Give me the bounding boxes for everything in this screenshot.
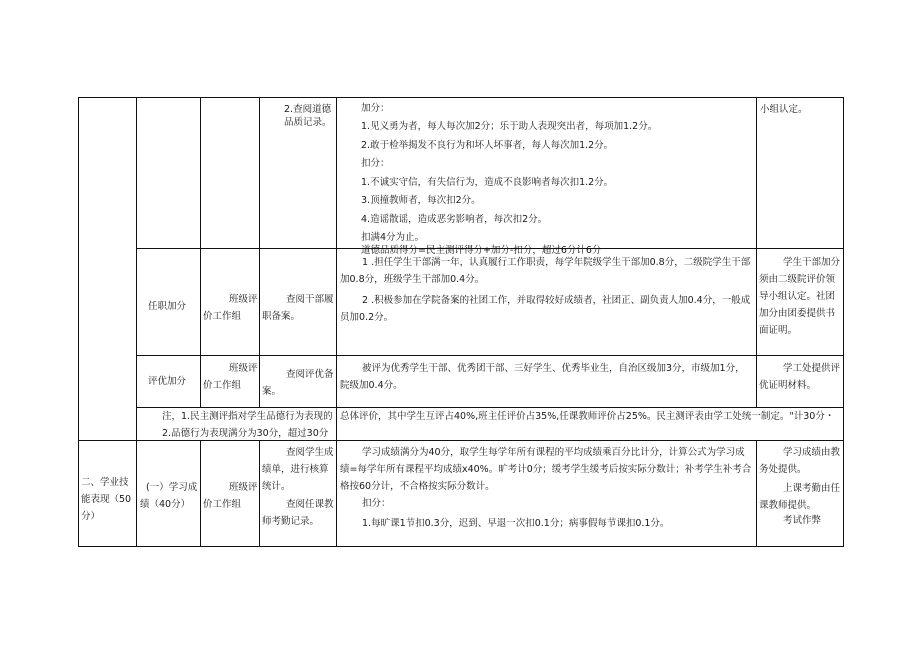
row5-evaluator: 班级评价工作组 [203, 482, 258, 510]
content-line: 3.顶撞教师者，每次扣2分。 [361, 195, 481, 206]
row1-method: 2.查阅道德品质记录。 [284, 104, 332, 128]
row3-note: 学工处提供评优证明材料。 [759, 363, 841, 391]
row5-content-1: 学习成绩满分为40分，取学生每学年所有课程的平均成绩乘百分比计分，计算公式为学习成绩=每学年所有课程平均成绩x40%。旷考计0分；缓考学生缓考后按实际分数计；补考学生补考合格按60分计，不合格按实际分数计。 [340, 447, 752, 492]
col-divider [200, 440, 201, 547]
col-divider [78, 97, 79, 547]
row3-content: 被评为优秀学生干部、优秀团干部、三好学生、优秀毕业生，自治区级加3分，市级加1分，院级加0.4分。 [340, 363, 745, 391]
row5-category: 二、学业技能表现（50分） [81, 477, 132, 522]
col-divider [200, 97, 201, 408]
col-divider [259, 97, 260, 408]
col-divider [136, 97, 137, 547]
row5-method-2: 查阅任课教师考勤记录。 [262, 499, 334, 527]
col-divider [259, 440, 260, 547]
row-divider [136, 407, 844, 408]
content-line: 扣满4分为止。 [361, 232, 425, 243]
content-line: 扣分： [361, 158, 390, 169]
row-divider [136, 355, 844, 356]
col-divider [336, 97, 337, 547]
row4-note-line-1: 注，1.民主测评指对学生品德行为表现的 [162, 411, 333, 422]
row-divider [78, 440, 844, 441]
row2-note: 学生干部加分须由二级院评价领导小组认定。社团加分由团委提供书面证明。 [759, 257, 841, 336]
row5-content-3: 1.每旷课1节扣0.3分，迟到、早退一次扣0.1分；病事假每节课扣0.1分。 [362, 518, 670, 529]
row5-note-3: 考试作弊 [783, 515, 822, 526]
row5-content-2: 扣分： [362, 498, 391, 509]
row5-note-1: 学习成绩由教务处提供。 [759, 447, 841, 475]
row1-content [361, 97, 753, 256]
row5-note-2: 上课考勤由任课教师提供。 [759, 483, 841, 511]
content-line: 2.敢于检举揭发不良行为和坏人坏事者，每人每次加1.2分。 [361, 140, 614, 151]
row3-evaluator: 班级评价工作组 [203, 363, 258, 391]
row5-method-1: 查阅学生成绩单，进行核算统计。 [262, 447, 334, 492]
row2-content-1: 1 .担任学生干部满一年，认真履行工作职责，每学年院级学生干部加0.8分，二级院学生干部加0.8分，班级学生干部加0.4分。 [340, 257, 751, 285]
row2-method: 查阅干部履职备案。 [262, 294, 334, 322]
content-line: 1.见义勇为者，每人每次加2分；乐于助人表现突出者，每项加1.2分。 [361, 121, 658, 132]
col-divider [756, 440, 757, 547]
row1-note: 小组认定。 [760, 104, 808, 115]
row4-note-right: 总体评价，其中学生互评占40%,班主任评价占35%,任课教师评价占25%。民主测评表由学工处统一制定。"计30分・ [340, 411, 835, 422]
row3-item: 评优加分 [148, 376, 187, 387]
row4-note-line-2: 2.品德行为表现满分为30分，超过30分 [162, 428, 329, 439]
content-line: 加分： [361, 103, 390, 114]
row2-content-2: 2 .积极参加在学院备案的社团工作，并取得较好成绩者，社团正、副负责人加0.4分，一般成员加0.2分。 [340, 295, 751, 323]
row3-method: 查阅评优备案。 [262, 369, 334, 397]
content-line: 4.造谣散谣，造成恶劣影响者，每次扣2分。 [361, 214, 548, 225]
table-border-bottom [78, 546, 844, 547]
table-border-right [843, 97, 844, 547]
content-line: 道德品质得分=民主测评得分+加分-扣分，超过6分计6分 [361, 245, 602, 256]
col-divider [756, 97, 757, 408]
content-line: 1.不诚实守信，有失信行为，造成不良影响者每次扣1.2分。 [361, 177, 614, 188]
row5-item: (一）学习成绩（40分） [140, 482, 198, 510]
row2-item: 任职加分 [148, 301, 187, 312]
row2-evaluator: 班级评价工作组 [203, 294, 258, 322]
